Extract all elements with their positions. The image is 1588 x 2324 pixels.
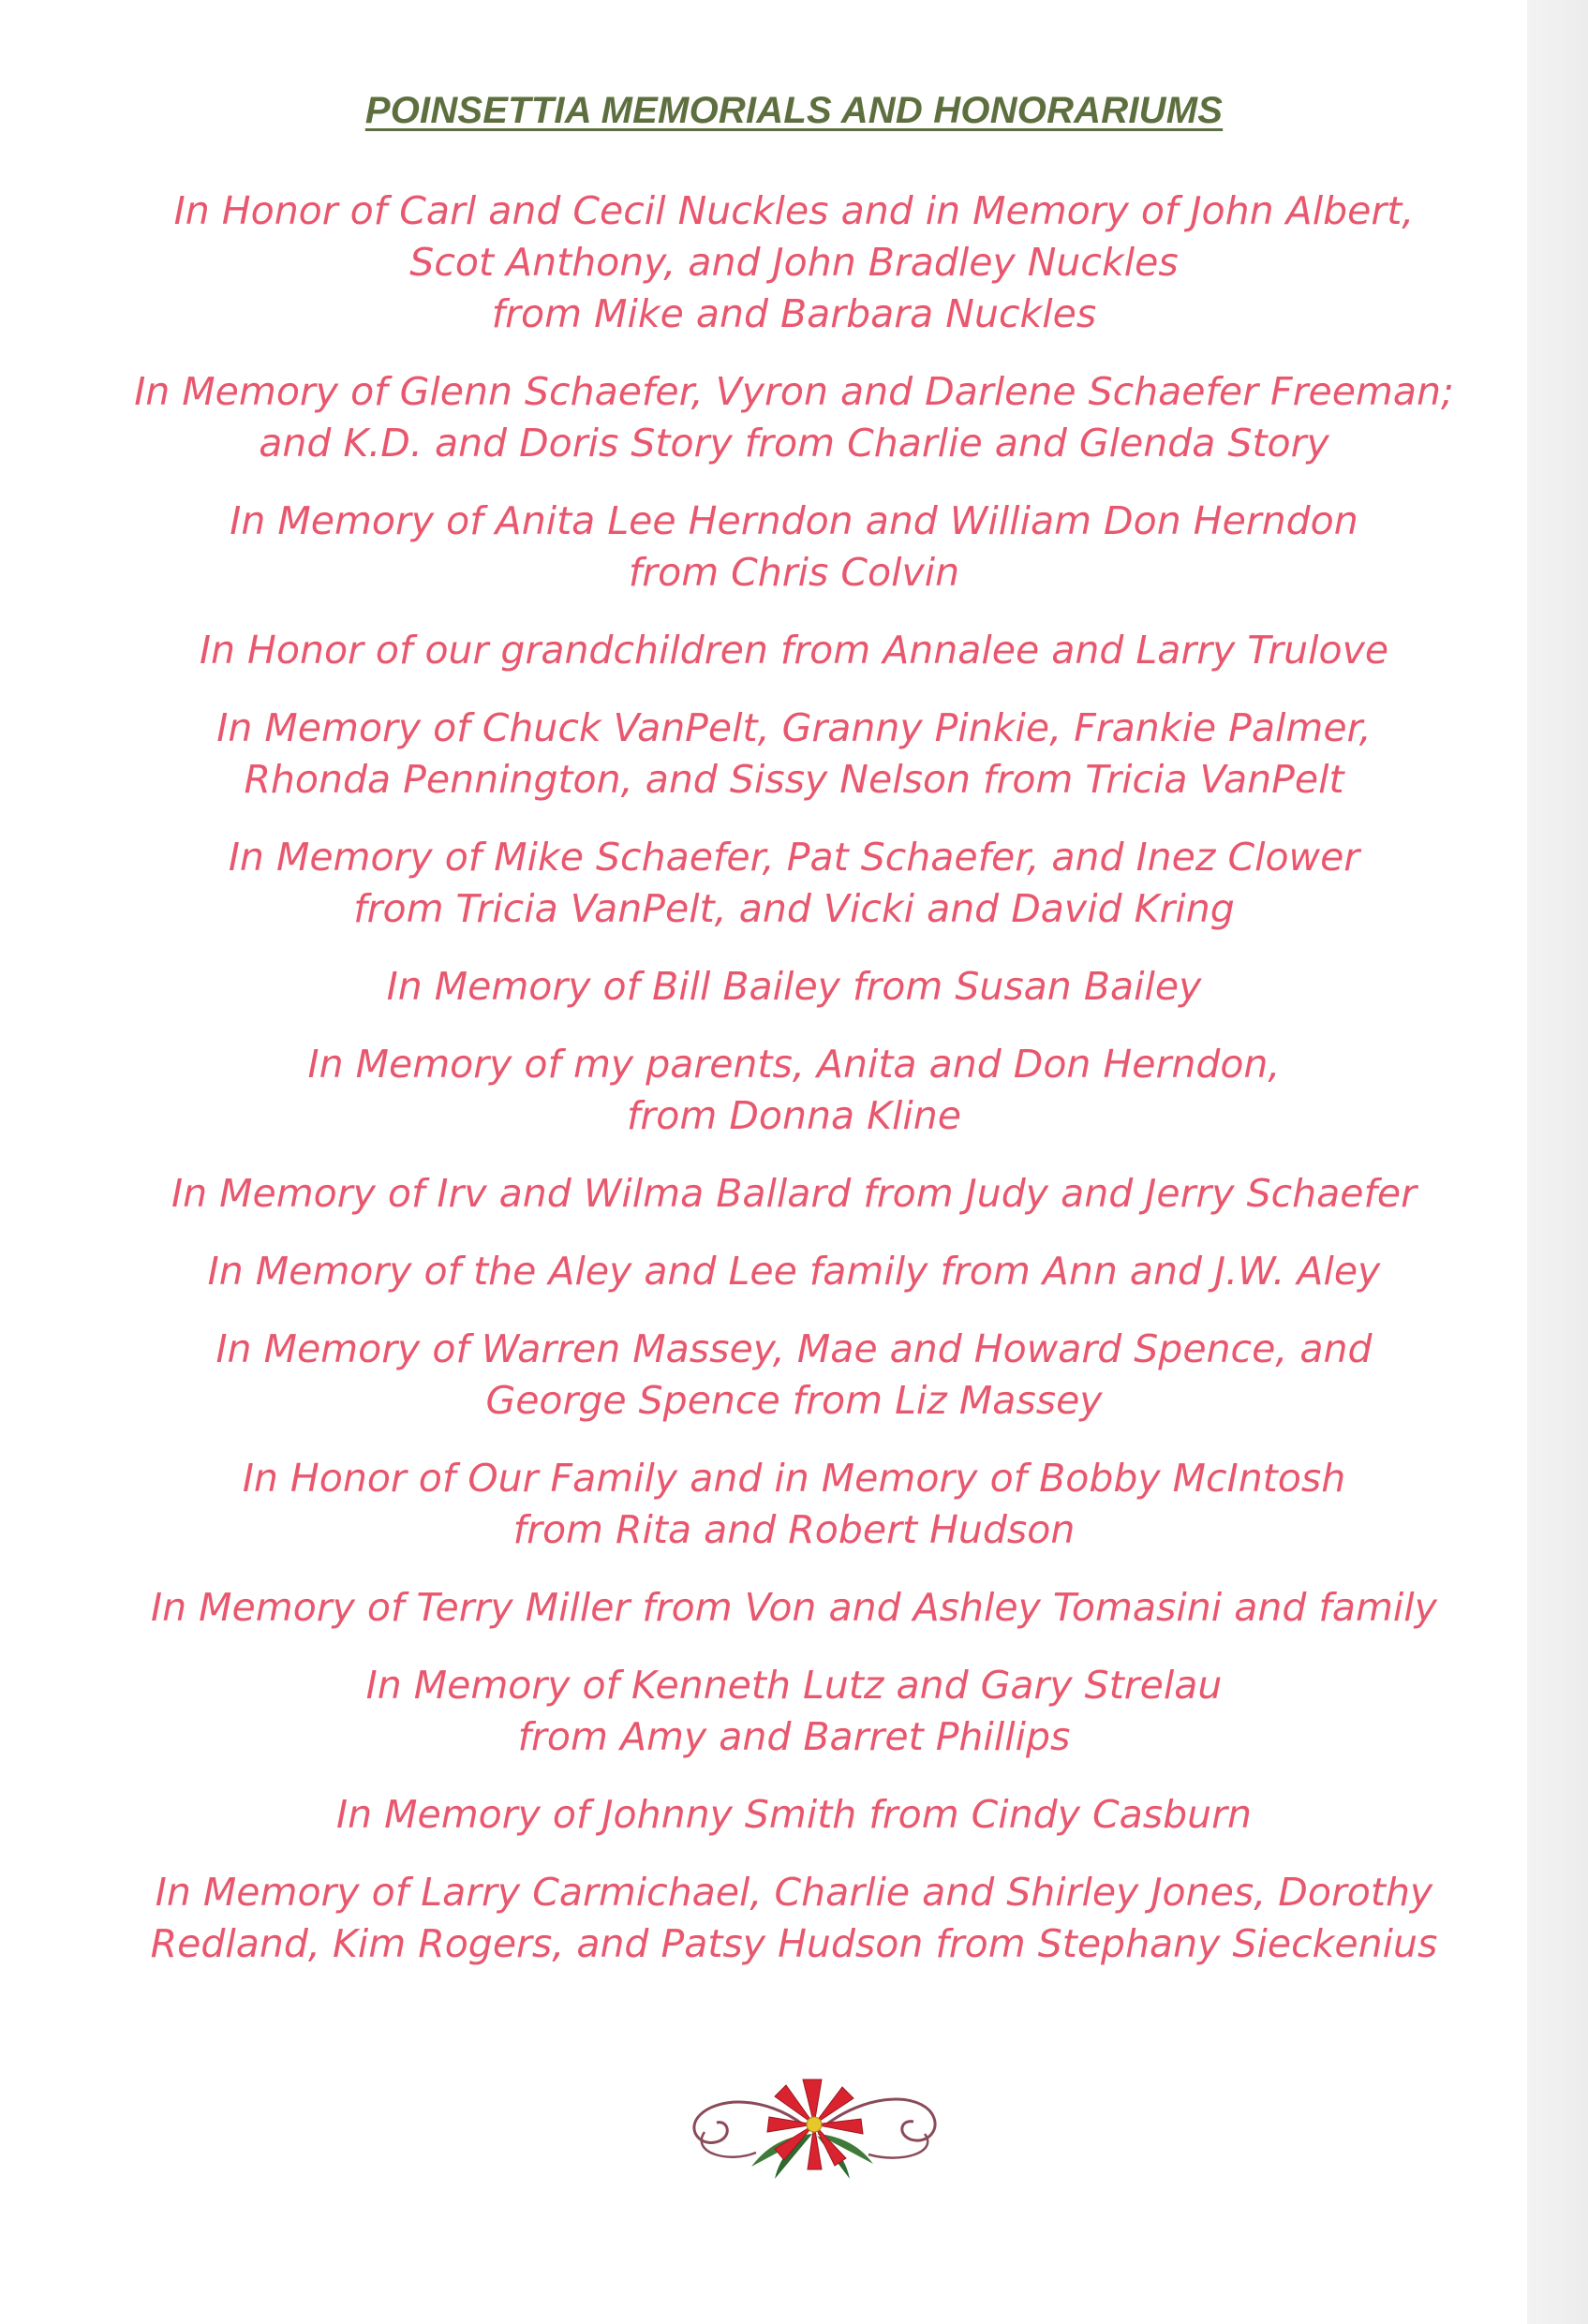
- poinsettia-flower-icon: [662, 2059, 962, 2190]
- memorial-entry-line: Scot Anthony, and John Bradley Nuckles: [409, 240, 1179, 285]
- poinsettia-ornament: [662, 2059, 962, 2190]
- memorial-entry-line: In Memory of Larry Carmichael, Charlie and Shirley Jones, Dorothy: [155, 1870, 1433, 1915]
- memorial-entry-line: In Honor of Our Family and in Memory of Bobby McIntosh: [242, 1456, 1346, 1501]
- memorial-entry-line: In Honor of Carl and Cecil Nuckles and in Memory of John Albert,: [173, 188, 1415, 233]
- memorial-entry-line: In Memory of Kenneth Lutz and Gary Strelau: [365, 1663, 1223, 1708]
- memorial-entry-line: from Rita and Robert Hudson: [512, 1507, 1076, 1552]
- memorial-entry: [94, 496, 1494, 599]
- memorial-entry-line: from Chris Colvin: [628, 550, 960, 595]
- memorial-entry-line: In Memory of Bill Bailey from Susan Bailey: [386, 964, 1202, 1009]
- memorial-entry-line: In Memory of Irv and Wilma Ballard from Judy and Jerry Schaefer: [171, 1171, 1417, 1216]
- memorial-entry-line: In Memory of my parents, Anita and Don Herndon,: [307, 1042, 1281, 1087]
- memorial-entry: [94, 1789, 1494, 1841]
- page-title: POINSETTIA MEMORIALS AND HONORARIUMS: [364, 90, 1224, 131]
- memorial-entry: [94, 366, 1494, 469]
- memorial-entry-line: from Mike and Barbara Nuckles: [491, 291, 1097, 336]
- memorial-entry-line: In Memory of Terry Miller from Von and Ashley Tomasini and family: [151, 1585, 1437, 1630]
- memorial-entry: [94, 832, 1494, 935]
- memorial-entry-line: from Amy and Barret Phillips: [517, 1714, 1071, 1759]
- memorial-entry: [94, 1324, 1494, 1427]
- memorial-entry-line: In Memory of Mike Schaefer, Pat Schaefer, and Inez Clower: [228, 835, 1360, 880]
- memorial-entry-line: In Memory of Glenn Schaefer, Vyron and Darlene Schaefer Freeman;: [134, 369, 1454, 414]
- memorial-entry: [94, 961, 1494, 1013]
- memorial-entry-line: In Memory of Warren Massey, Mae and Howard Spence, and: [215, 1326, 1373, 1371]
- memorial-entry: [94, 703, 1494, 806]
- scan-margin: [1527, 0, 1588, 2324]
- memorial-entry-line: from Donna Kline: [626, 1093, 961, 1138]
- memorial-entry: [94, 1039, 1494, 1142]
- memorial-entry-line: In Honor of our grandchildren from Annalee and Larry Trulove: [199, 628, 1389, 673]
- memorial-entry: [94, 1453, 1494, 1556]
- memorial-entry-line: Rhonda Pennington, and Sissy Nelson from Tricia VanPelt: [244, 757, 1344, 802]
- memorial-entry: [94, 1168, 1494, 1220]
- memorial-entry-line: In Memory of Chuck VanPelt, Granny Pinkie, Frankie Palmer,: [216, 705, 1372, 750]
- memorial-entry-line: and K.D. and Doris Story from Charlie and Glenda Story: [259, 421, 1329, 466]
- memorial-entry: [94, 1246, 1494, 1297]
- memorial-entry-line: Redland, Kim Rogers, and Patsy Hudson from Stephany Sieckenius: [150, 1921, 1438, 1966]
- memorial-entry: [94, 1867, 1494, 1970]
- memorial-entry-line: In Memory of Johnny Smith from Cindy Casburn: [336, 1792, 1252, 1837]
- memorial-entry-line: In Memory of the Aley and Lee family from Ann and J.W. Aley: [207, 1249, 1381, 1294]
- memorial-entry-line: from Tricia VanPelt, and Vicki and David Kring: [353, 886, 1235, 931]
- memorial-entry: [94, 1660, 1494, 1763]
- memorial-entry-line: George Spence from Liz Massey: [485, 1378, 1103, 1423]
- memorial-entry-line: In Memory of Anita Lee Herndon and William Don Herndon: [230, 498, 1358, 543]
- memorial-entry: [94, 1582, 1494, 1634]
- entries-list: [94, 185, 1494, 1996]
- memorial-entry: [94, 625, 1494, 676]
- memorial-entry: [94, 185, 1494, 340]
